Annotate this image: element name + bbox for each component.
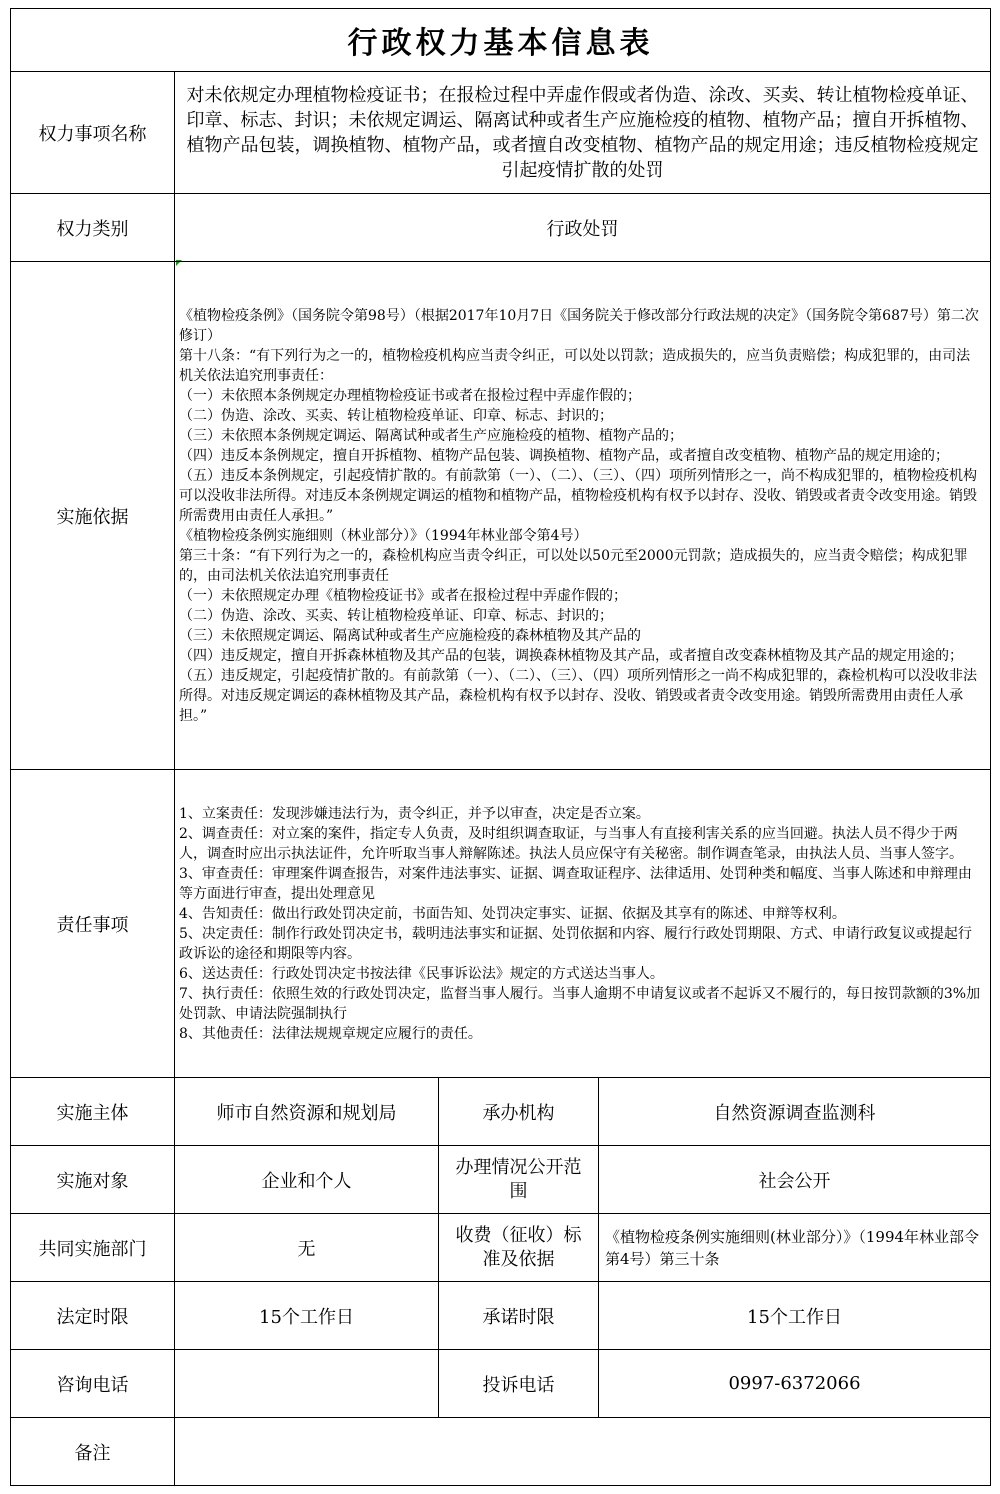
duties-content [175,770,991,1078]
power-type-label: 权力类别 [11,194,175,262]
basis-content [175,262,991,770]
page-title: 行政权力基本信息表 [11,9,991,72]
basis-line: （一）未依照规定办理《植物检疫证书》或者在报检过程中弄虚作假的； [179,587,627,604]
basis-line: （五）违反本条例规定，引起疫情扩散的。有前款第（一）、（二）、（三）、（四）项所列情形之一，尚不构成犯罪的，植物检疫机构可以没收非法所得。对违反本条例规定调运的植物和植物产品，植物检疫机构有权予以封存、没收、销毁或者责令改变用途。销毁所需费用由责任人承担。” [179,467,977,524]
power-name-label: 权力事项名称 [11,72,175,194]
power-info-table [10,8,991,1486]
fee-value: 《植物检疫条例实施细则(林业部分）》（1994年林业部令第4号）第三十条 [599,1214,991,1282]
basis-label: 实施依据 [11,262,175,770]
legal-limit-label: 法定时限 [11,1282,175,1350]
remarks-label: 备注 [11,1418,175,1486]
basis-line: （四）违反本条例规定，擅自开拆植物、植物产品包装、调换植物、植物产品，或者擅自改变植物、植物产品的规定用途的； [179,447,949,464]
power-name-value: 对未依规定办理植物检疫证书；在报检过程中弄虚作假或者伪造、涂改、买卖、转让植物检疫单证、印章、标志、封识；未依规定调运、隔离试种或者生产应施检疫的植物、植物产品；擅自开拆植物、植物产品包装，调换植物、植物产品，或者擅自改变植物、植物产品的规定用途；违反植物检疫规定引起疫情扩散的处罚 [175,72,991,194]
duty-line: 6、送达责任：行政处罚决定书按法律《民事诉讼法》规定的方式送达当事人。 [179,965,664,982]
duty-line: 4、告知责任：做出行政处罚决定前，书面告知、处罚决定事实、证据、依据及其享有的陈述、申辩等权利。 [179,905,846,922]
duties-label: 责任事项 [11,770,175,1078]
duty-line: 7、执行责任：依照生效的行政处罚决定，监督当事人履行。当事人逾期不申请复议或者不起诉又不履行的，每日按罚款额的3%加处罚款、申请法院强制执行 [179,985,981,1022]
duty-line: 5、决定责任：制作行政处罚决定书，载明违法事实和证据、处罚依据和内容、履行行政处罚期限、方式、申请行政复议或提起行政诉讼的途径和期限等内容。 [179,925,972,962]
basis-line: 《植物检疫条例实施细则（林业部分）》（1994年林业部令第4号） [179,527,588,544]
basis-line: （四）违反规定，擅自开拆森林植物及其产品的包装，调换森林植物及其产品，或者擅自改变森林植物及其产品的规定用途的；（五）违反规定，引起疫情扩散的。有前款第（一）、（二）、（三）、（四）项所列情形之一尚不构成犯罪的，森检机构可以没收非法所得。对违反规定调运的森林植物及其产品，森检机构有权予以封存、没收、销毁或者责令改变用途。销毁所需费用由责任人承担。” [179,647,977,724]
fee-label: 收费（征收）标准及依据 [439,1214,599,1282]
consult-phone-value [175,1350,439,1418]
target-label: 实施对象 [11,1146,175,1214]
basis-line: （一）未依照本条例规定办理植物检疫证书或者在报检过程中弄虚作假的； [179,387,641,404]
duty-line: 3、审查责任：审理案件调查报告，对案件违法事实、证据、调查取证程序、法律适用、处罚种类和幅度、当事人陈述和申辩理由等方面进行审查，提出处理意见 [179,865,972,902]
agency-value: 自然资源调查监测科 [599,1078,991,1146]
promise-limit-label: 承诺时限 [439,1282,599,1350]
subject-label: 实施主体 [11,1078,175,1146]
basis-line: （二）伪造、涂改、买卖、转让植物检疫单证、印章、标志、封识的； [179,607,613,624]
promise-limit-value: 15个工作日 [599,1282,991,1350]
disclosure-value: 社会公开 [599,1146,991,1214]
complaint-phone-label: 投诉电话 [439,1350,599,1418]
joint-dept-label: 共同实施部门 [11,1214,175,1282]
duty-line: 2、调查责任：对立案的案件，指定专人负责，及时组织调查取证，与当事人有直接利害关系的应当回避。执法人员不得少于两人，调查时应出示执法证件，允许听取当事人辩解陈述。执法人员应保守有关秘密。制作调查笔录，由执法人员、当事人签字。 [179,825,963,862]
basis-line: （三）未依照规定调运、隔离试种或者生产应施检疫的森林植物及其产品的 [179,627,641,644]
joint-dept-value: 无 [175,1214,439,1282]
basis-line: 第三十条：“有下列行为之一的，森检机构应当责令纠正，可以处以50元至2000元罚款；造成损失的，应当责令赔偿；构成犯罪的，由司法机关依法追究刑事责任 [179,547,968,584]
disclosure-label: 办理情况公开范围 [439,1146,599,1214]
basis-line: 第十八条：“有下列行为之一的，植物检疫机构应当责令纠正，可以处以罚款；造成损失的，应当负责赔偿；构成犯罪的，由司法机关依法追究刑事责任： [179,347,971,384]
remarks-value [175,1418,991,1486]
legal-limit-value: 15个工作日 [175,1282,439,1350]
consult-phone-label: 咨询电话 [11,1350,175,1418]
basis-line: 《植物检疫条例》（国务院令第98号）（根据2017年10月7日《国务院关于修改部分行政法规的决定》（国务院令第687号）第二次修订） [179,307,979,344]
duty-line: 1、立案责任：发现涉嫌违法行为，责令纠正，并予以审查，决定是否立案。 [179,805,650,822]
duty-line: 8、其他责任：法律法规规章规定应履行的责任。 [179,1025,482,1042]
complaint-phone-value: 0997-6372066 [599,1350,991,1418]
basis-line: （三）未依照本条例规定调运、隔离试种或者生产应施检疫的植物、植物产品的； [179,427,683,444]
power-type-value: 行政处罚 [175,194,991,262]
basis-line: （二）伪造、涂改、买卖、转让植物检疫单证、印章、标志、封识的； [179,407,613,424]
target-value: 企业和个人 [175,1146,439,1214]
subject-value: 师市自然资源和规划局 [175,1078,439,1146]
agency-label: 承办机构 [439,1078,599,1146]
